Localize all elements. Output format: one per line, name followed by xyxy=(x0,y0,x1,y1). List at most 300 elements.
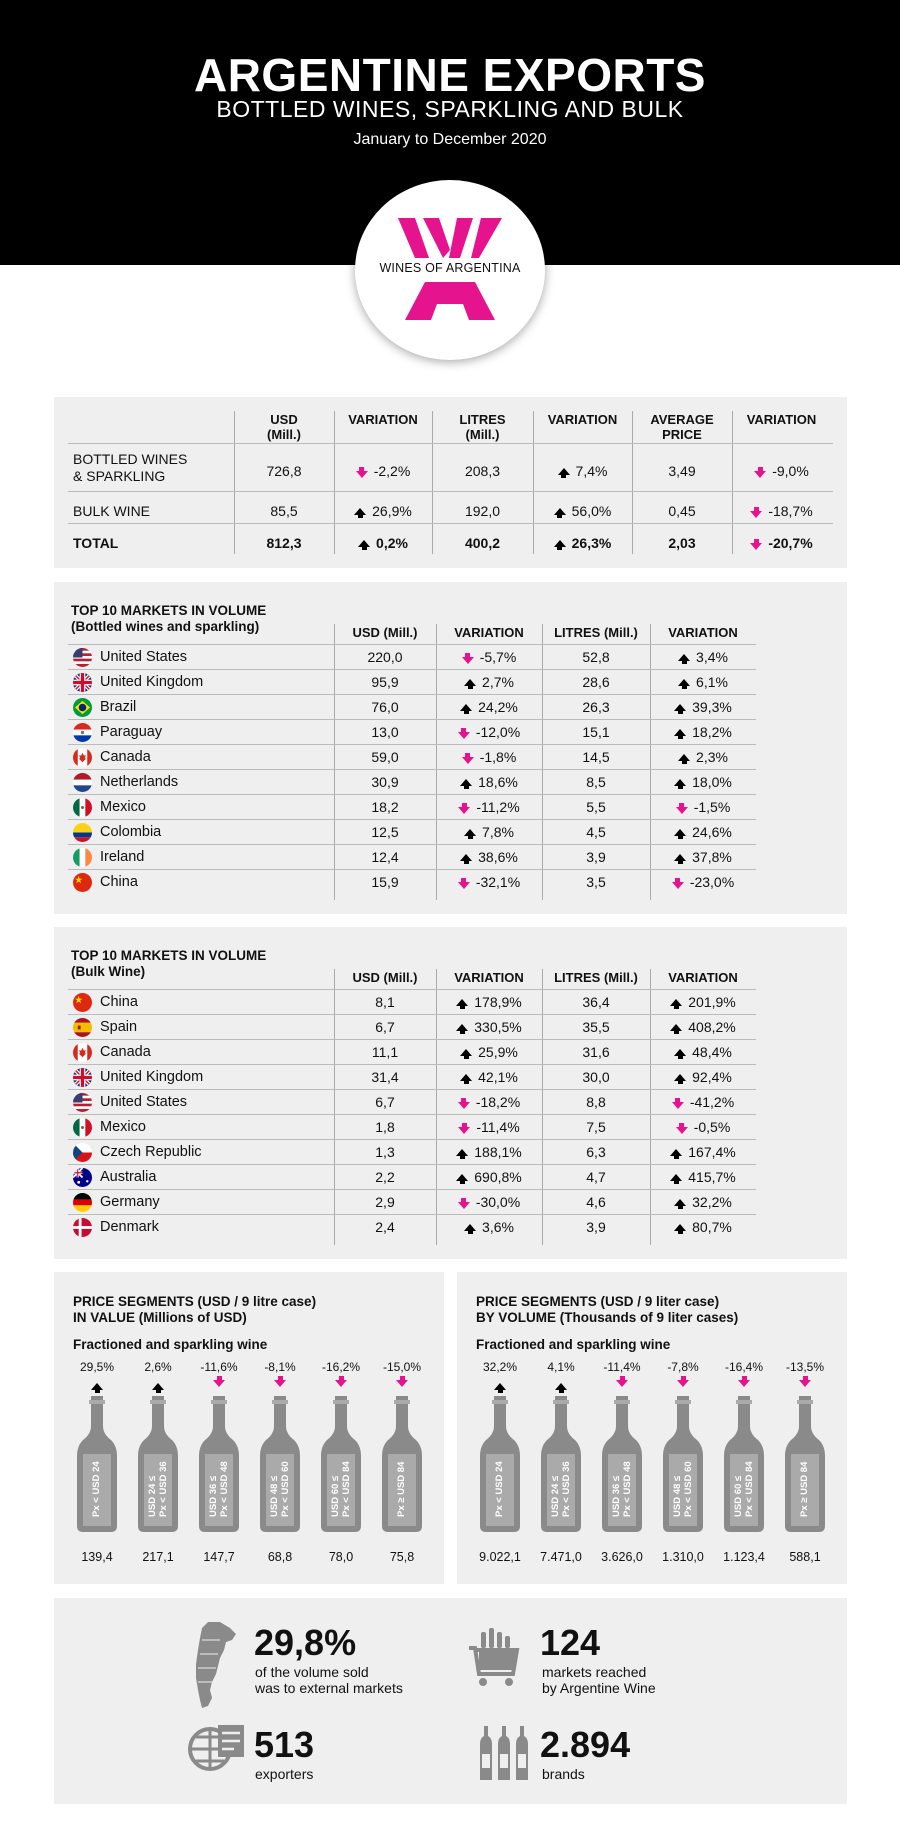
summary-header-3: VARIATION xyxy=(547,412,618,427)
market-usd-variation xyxy=(436,749,542,765)
arrow-up-icon xyxy=(678,754,690,761)
market-usd-variation-text: 38,6% xyxy=(478,849,518,865)
china-flag-icon xyxy=(73,993,92,1012)
market-usd-variation-text: 2,7% xyxy=(482,674,514,690)
segment-label xyxy=(330,1461,352,1517)
arrow-up-icon xyxy=(674,729,686,736)
segment-label-line: Px ≥ USD 84 xyxy=(396,1461,407,1517)
summary-variation-text: 0,2% xyxy=(376,535,408,551)
price-value-panel xyxy=(54,1272,444,1584)
bulk-markets-title: TOP 10 MARKETS IN VOLUME (Bulk Wine) xyxy=(71,948,267,979)
brands-bottles-icon xyxy=(476,1724,534,1782)
segment-label xyxy=(208,1461,230,1517)
spain-flag-icon xyxy=(73,1018,92,1037)
bottled-markets-title: TOP 10 MARKETS IN VOLUME (Bottled wines and sparkling) xyxy=(71,603,267,634)
market-usd: 1,3 xyxy=(375,1144,395,1160)
bottled_markets-header-2: LITRES (Mill.) xyxy=(554,625,638,640)
market-litres-variation-text: 80,7% xyxy=(692,1219,732,1235)
arrow-up-icon xyxy=(670,999,682,1006)
market-litres-variation-text: 415,7% xyxy=(688,1169,736,1185)
market-name: United Kingdom xyxy=(100,1069,204,1085)
exporters-globe-icon xyxy=(184,1719,250,1773)
market-name: United States xyxy=(100,649,188,665)
summary-value: 812,3 xyxy=(266,535,302,551)
summary-header-5: VARIATION xyxy=(746,412,817,427)
market-row-divider xyxy=(68,694,756,695)
arrow-down-icon xyxy=(335,1380,347,1387)
arrow-up-icon xyxy=(674,1049,686,1056)
market-litres-variation xyxy=(650,1019,756,1035)
market-usd: 8,1 xyxy=(375,994,395,1010)
summary-variation xyxy=(533,503,632,519)
australia-flag-icon xyxy=(73,1168,92,1187)
arrow-down-icon xyxy=(458,882,470,889)
segment-label xyxy=(611,1461,633,1517)
market-usd: 30,9 xyxy=(371,774,399,790)
market-usd-variation-text: -32,1% xyxy=(475,874,521,890)
segment-variation: -7,8% xyxy=(667,1360,699,1374)
summary-variation-text: -2,2% xyxy=(373,463,411,479)
arrow-down-icon xyxy=(676,1127,688,1134)
market-usd: 95,9 xyxy=(371,674,399,690)
market-litres-variation xyxy=(650,1069,756,1085)
segment-label xyxy=(672,1461,694,1517)
market-usd-variation xyxy=(436,649,542,665)
summary-value: 85,5 xyxy=(270,503,298,519)
segment-label-line: Px < USD 24 xyxy=(494,1461,505,1517)
market-row-divider xyxy=(68,1039,756,1040)
arrow-down-icon xyxy=(672,882,684,889)
arrow-up-icon xyxy=(674,829,686,836)
market-usd: 220,0 xyxy=(367,649,403,665)
ireland-flag-icon xyxy=(73,848,92,867)
market-litres-variation xyxy=(650,824,756,840)
market-row-divider xyxy=(68,844,756,845)
market-usd-variation xyxy=(436,699,542,715)
segment-value: 1.123,4 xyxy=(723,1550,765,1564)
market-litres-variation-text: 32,2% xyxy=(692,1194,732,1210)
market-usd: 6,7 xyxy=(375,1094,395,1110)
brands-count: 2.894 xyxy=(540,1724,631,1765)
summary-variation xyxy=(334,463,432,479)
segment-label xyxy=(550,1461,572,1517)
bulk-markets-panel xyxy=(54,927,847,1259)
segment-variation: -16,4% xyxy=(724,1360,764,1374)
summary-header-4: AVERAGE PRICE xyxy=(650,412,714,442)
uk-flag-icon xyxy=(73,1068,92,1087)
market-usd-variation-text: -1,8% xyxy=(479,749,517,765)
market-litres-variation xyxy=(650,799,756,815)
segment-label-line: Px < USD 24 xyxy=(91,1461,102,1517)
czech-flag-icon xyxy=(73,1143,92,1162)
summary-variation-text: 26,3% xyxy=(571,535,612,551)
summary-variation-text: -18,7% xyxy=(768,503,813,519)
summary-value: 208,3 xyxy=(464,463,501,479)
market-row-divider xyxy=(68,1114,756,1115)
market-usd-variation xyxy=(436,849,542,865)
segment-variation: 2,6% xyxy=(144,1360,172,1374)
market-usd: 2,2 xyxy=(375,1169,395,1185)
market-row-divider xyxy=(68,794,756,795)
market-name: United Kingdom xyxy=(100,674,204,690)
arrow-down-icon xyxy=(213,1380,225,1387)
arrow-up-icon xyxy=(91,1383,103,1390)
market-litres: 31,6 xyxy=(582,1044,610,1060)
market-litres-variation xyxy=(650,749,756,765)
arrow-down-icon xyxy=(677,1380,689,1387)
segment-label xyxy=(494,1461,505,1517)
arrow-up-icon xyxy=(456,999,468,1006)
market-usd: 6,7 xyxy=(375,1019,395,1035)
market-name: Canada xyxy=(100,749,151,765)
segment-label-line: USD 48 ≤ xyxy=(269,1475,280,1517)
market-litres-variation-text: 37,8% xyxy=(692,849,732,865)
arrow-up-icon xyxy=(494,1383,506,1390)
market-usd-variation xyxy=(436,994,542,1010)
market-litres-variation-text: 6,1% xyxy=(696,674,728,690)
markets-count: 124 xyxy=(540,1622,601,1663)
market-usd-variation-text: 690,8% xyxy=(474,1169,522,1185)
market-litres-variation xyxy=(650,1169,756,1185)
market-row-divider xyxy=(68,1014,756,1015)
market-name: Canada xyxy=(100,1044,151,1060)
summary-row-divider xyxy=(68,491,833,492)
market-usd: 13,0 xyxy=(371,724,399,740)
market-litres-variation xyxy=(650,724,756,740)
arrow-up-icon xyxy=(674,1224,686,1231)
market-usd-variation-text: -5,7% xyxy=(479,649,517,665)
segment-variation: -11,6% xyxy=(200,1360,238,1374)
market-row-divider xyxy=(68,669,756,670)
exporters-count: 513 xyxy=(254,1724,315,1765)
arrow-up-icon xyxy=(674,779,686,786)
market-litres-variation-text: -0,5% xyxy=(693,1119,731,1135)
arrow-down-icon xyxy=(462,757,474,764)
market-row-divider xyxy=(68,1164,756,1165)
market-usd: 11,1 xyxy=(371,1044,399,1060)
summary-row-label: BULK WINE xyxy=(73,503,151,519)
segment-label-line: USD 48 ≤ xyxy=(672,1475,683,1517)
segment-value: 588,1 xyxy=(789,1550,821,1564)
summary-variation xyxy=(334,535,432,551)
page-title: ARGENTINE EXPORTS xyxy=(193,49,706,101)
market-litres-variation xyxy=(650,1119,756,1135)
market-usd-variation xyxy=(436,1044,542,1060)
segment-label xyxy=(396,1462,407,1517)
arrow-up-icon xyxy=(358,540,370,547)
market-litres: 7,5 xyxy=(586,1119,606,1135)
denmark-flag-icon xyxy=(73,1218,92,1237)
segment-label-line: USD 24 ≤ xyxy=(147,1475,158,1517)
market-usd-variation-text: 7,8% xyxy=(482,824,514,840)
market-litres-variation xyxy=(650,1194,756,1210)
summary-value: 192,0 xyxy=(464,503,501,519)
market-name: China xyxy=(100,994,138,1010)
segment-label-line: Px < USD 36 xyxy=(561,1461,572,1517)
arrow-down-icon xyxy=(458,1127,470,1134)
market-name: Czech Republic xyxy=(100,1144,202,1160)
arrow-up-icon xyxy=(674,854,686,861)
summary-col-divider xyxy=(334,411,335,554)
market-usd-variation xyxy=(436,1194,542,1210)
summary-variation-text: -20,7% xyxy=(768,535,813,551)
segment-label-line: Px < USD 60 xyxy=(683,1461,694,1517)
arrow-up-icon xyxy=(670,1149,682,1156)
market-litres-variation-text: 3,4% xyxy=(696,649,728,665)
bulk_markets-header-2: LITRES (Mill.) xyxy=(554,970,638,985)
market-litres-variation xyxy=(650,774,756,790)
market-row-divider xyxy=(68,1189,756,1190)
summary-row-divider xyxy=(68,523,833,524)
market-name: Australia xyxy=(100,1169,157,1185)
segment-label-line: Px ≥ USD 84 xyxy=(799,1461,810,1517)
market-name: China xyxy=(100,874,138,890)
market-usd-variation xyxy=(436,1169,542,1185)
summary-header-0: USD (Mill.) xyxy=(267,412,301,442)
market-row-divider xyxy=(68,869,756,870)
canada-flag-icon xyxy=(73,1043,92,1062)
market-name: Brazil xyxy=(100,699,137,715)
arrow-up-icon xyxy=(554,540,566,547)
market-usd: 15,9 xyxy=(371,874,399,890)
market-row-divider xyxy=(68,744,756,745)
arrow-down-icon xyxy=(462,657,474,664)
segment-value: 147,7 xyxy=(203,1550,235,1564)
segment-variation: -15,0% xyxy=(382,1360,422,1374)
arrow-up-icon xyxy=(456,1149,468,1156)
market-usd: 2,9 xyxy=(375,1194,395,1210)
page-subtitle: BOTTLED WINES, SPARKLING AND BULK xyxy=(216,96,684,122)
market-usd-variation xyxy=(436,1119,542,1135)
arrow-down-icon xyxy=(616,1380,628,1387)
segment-variation: 32,2% xyxy=(482,1360,518,1374)
market-litres: 4,7 xyxy=(586,1169,606,1185)
market-usd-variation-text: 188,1% xyxy=(474,1144,522,1160)
segment-variation: -8,1% xyxy=(264,1360,296,1374)
segment-value: 9.022,1 xyxy=(479,1550,521,1564)
market-row-divider xyxy=(68,1064,756,1065)
arrow-down-icon xyxy=(750,543,762,550)
market-usd-variation-text: 42,1% xyxy=(478,1069,518,1085)
market-row-divider xyxy=(68,644,756,645)
summary-variation xyxy=(732,535,831,551)
bottled_markets-header-0: USD (Mill.) xyxy=(352,625,418,640)
market-usd: 18,2 xyxy=(371,799,399,815)
bottled_markets-header-3: VARIATION xyxy=(668,625,738,640)
summary-row-label: TOTAL xyxy=(73,535,119,551)
market-litres-variation-text: 408,2% xyxy=(688,1019,736,1035)
arrow-up-icon xyxy=(460,1049,472,1056)
arrow-up-icon xyxy=(354,508,366,515)
segment-label xyxy=(91,1461,102,1517)
arrow-up-icon xyxy=(670,1024,682,1031)
market-litres: 8,5 xyxy=(586,774,606,790)
summary-row-divider xyxy=(68,443,833,444)
market-usd-variation-text: -11,4% xyxy=(476,1119,520,1135)
summary-variation xyxy=(732,503,831,519)
market-litres-variation xyxy=(650,649,756,665)
market-litres-variation-text: 201,9% xyxy=(688,994,736,1010)
summary-value: 400,2 xyxy=(464,535,501,551)
arrow-up-icon xyxy=(152,1383,164,1390)
market-litres: 4,5 xyxy=(586,824,606,840)
arrow-up-icon xyxy=(460,854,472,861)
market-name: Denmark xyxy=(100,1219,159,1235)
market-name: Mexico xyxy=(100,799,146,815)
market-usd-variation-text: 25,9% xyxy=(478,1044,518,1060)
summary-variation xyxy=(732,463,831,479)
summary-variation-text: 7,4% xyxy=(575,463,608,479)
arrow-down-icon xyxy=(396,1380,408,1387)
market-usd-variation xyxy=(436,874,542,890)
period-label: January to December 2020 xyxy=(353,131,547,148)
price-volume-subtitle: Fractioned and sparkling wine xyxy=(476,1337,671,1352)
summary-value: 0,45 xyxy=(668,503,696,519)
market-name: Paraguay xyxy=(100,724,163,740)
summary-header-1: VARIATION xyxy=(348,412,418,427)
market-litres-variation-text: 39,3% xyxy=(692,699,732,715)
segment-variation: -13,5% xyxy=(785,1360,825,1374)
arrow-down-icon xyxy=(356,471,368,478)
segment-variation: -11,4% xyxy=(603,1360,641,1374)
bottled-markets-panel xyxy=(54,582,847,914)
segment-label-line: Px < USD 36 xyxy=(158,1461,169,1517)
market-usd-variation xyxy=(436,724,542,740)
segment-value: 7.471,0 xyxy=(540,1550,582,1564)
arrow-down-icon xyxy=(799,1380,811,1387)
market-litres: 36,4 xyxy=(582,994,610,1010)
bottled_markets-header-1: VARIATION xyxy=(454,625,524,640)
summary-variation xyxy=(334,503,432,519)
market-name: United States xyxy=(100,1094,188,1110)
segment-value: 78,0 xyxy=(328,1550,354,1564)
summary-panel xyxy=(54,397,847,568)
price-value-subtitle: Fractioned and sparkling wine xyxy=(73,1337,268,1352)
shopping-cart-icon xyxy=(467,1626,521,1690)
summary-row-label: BOTTLED WINES & SPARKLING xyxy=(73,451,188,484)
arrow-up-icon xyxy=(674,704,686,711)
market-usd-variation-text: 3,6% xyxy=(482,1219,514,1235)
market-litres: 30,0 xyxy=(582,1069,610,1085)
summary-variation-text: -9,0% xyxy=(772,463,809,479)
segment-label-line: USD 36 ≤ xyxy=(208,1475,219,1517)
market-usd: 1,8 xyxy=(375,1119,395,1135)
summary-value: 2,03 xyxy=(668,535,696,551)
market-litres: 35,5 xyxy=(582,1019,610,1035)
wines-of-argentina-logo xyxy=(355,180,545,360)
segment-label xyxy=(269,1461,291,1517)
arrow-up-icon xyxy=(456,1174,468,1181)
paraguay-flag-icon xyxy=(73,723,92,742)
market-litres-variation-text: 24,6% xyxy=(692,824,732,840)
segment-value: 68,8 xyxy=(267,1550,293,1564)
market-litres-variation xyxy=(650,874,756,890)
netherlands-flag-icon xyxy=(73,773,92,792)
market-usd-variation-text: -30,0% xyxy=(475,1194,521,1210)
market-name: Spain xyxy=(100,1019,138,1035)
market-usd-variation xyxy=(436,1094,542,1110)
market-litres-variation xyxy=(650,699,756,715)
price-volume-panel xyxy=(457,1272,847,1584)
market-name: Ireland xyxy=(100,849,145,865)
bulk_markets-header-3: VARIATION xyxy=(668,970,738,985)
market-usd-variation xyxy=(436,799,542,815)
market-litres-variation-text: -1,5% xyxy=(693,799,731,815)
market-litres: 3,5 xyxy=(586,874,606,890)
market-litres: 5,5 xyxy=(586,799,606,815)
segment-value: 139,4 xyxy=(81,1550,113,1564)
exporters-desc: exporters xyxy=(255,1766,314,1782)
summary-variation-text: 56,0% xyxy=(571,503,612,519)
market-row-divider xyxy=(68,1089,756,1090)
summary-col-divider xyxy=(632,411,633,554)
market-usd-variation-text: 178,9% xyxy=(474,994,522,1010)
segment-variation: -16,2% xyxy=(321,1360,361,1374)
mexico-flag-icon xyxy=(73,1118,92,1137)
market-litres-variation xyxy=(650,1044,756,1060)
segment-label-line: Px < USD 84 xyxy=(341,1461,352,1517)
market-usd: 76,0 xyxy=(371,699,399,715)
segment-label-line: USD 36 ≤ xyxy=(611,1475,622,1517)
arrow-down-icon xyxy=(750,511,762,518)
us-flag-icon xyxy=(73,1093,92,1112)
market-litres: 52,8 xyxy=(582,649,610,665)
arrow-up-icon xyxy=(460,1074,472,1081)
segment-label-line: Px < USD 48 xyxy=(219,1461,230,1517)
arrow-up-icon xyxy=(460,704,472,711)
mexico-flag-icon xyxy=(73,798,92,817)
market-litres: 26,3 xyxy=(582,699,610,715)
market-litres: 14,5 xyxy=(582,749,610,765)
market-litres-variation-text: -23,0% xyxy=(689,874,735,890)
summary-col-divider xyxy=(732,411,733,554)
arrow-up-icon xyxy=(670,1174,682,1181)
arrow-down-icon xyxy=(676,807,688,814)
market-usd-variation-text: 18,6% xyxy=(478,774,518,790)
market-usd: 12,5 xyxy=(371,824,399,840)
bulk_markets-header-1: VARIATION xyxy=(454,970,524,985)
segment-label-line: USD 24 ≤ xyxy=(550,1475,561,1517)
market-usd-variation xyxy=(436,1219,542,1235)
arrow-down-icon xyxy=(672,1102,684,1109)
summary-col-divider xyxy=(533,411,534,554)
segment-label-line: Px < USD 84 xyxy=(744,1461,755,1517)
arrow-up-icon xyxy=(674,1074,686,1081)
arrow-up-icon xyxy=(464,1224,476,1231)
summary-header-2: LITRES (Mill.) xyxy=(459,412,506,442)
summary-value: 3,49 xyxy=(668,463,696,479)
arrow-up-icon xyxy=(554,508,566,515)
market-usd-variation-text: -11,2% xyxy=(476,799,520,815)
summary-variation xyxy=(533,463,632,479)
arrow-up-icon xyxy=(678,679,690,686)
market-usd-variation xyxy=(436,774,542,790)
summary-col-divider xyxy=(432,411,433,554)
summary-variation xyxy=(533,535,632,551)
arrow-down-icon xyxy=(458,1102,470,1109)
market-litres-variation-text: 48,4% xyxy=(692,1044,732,1060)
market-row-divider xyxy=(68,769,756,770)
market-litres-variation xyxy=(650,674,756,690)
market-usd-variation-text: 330,5% xyxy=(474,1019,522,1035)
market-litres: 8,8 xyxy=(586,1094,606,1110)
market-name: Mexico xyxy=(100,1119,146,1135)
arrow-down-icon xyxy=(458,1202,470,1209)
market-usd: 59,0 xyxy=(371,749,399,765)
market-litres: 4,6 xyxy=(586,1194,606,1210)
segment-value: 3.626,0 xyxy=(601,1550,643,1564)
market-litres-variation xyxy=(650,1144,756,1160)
